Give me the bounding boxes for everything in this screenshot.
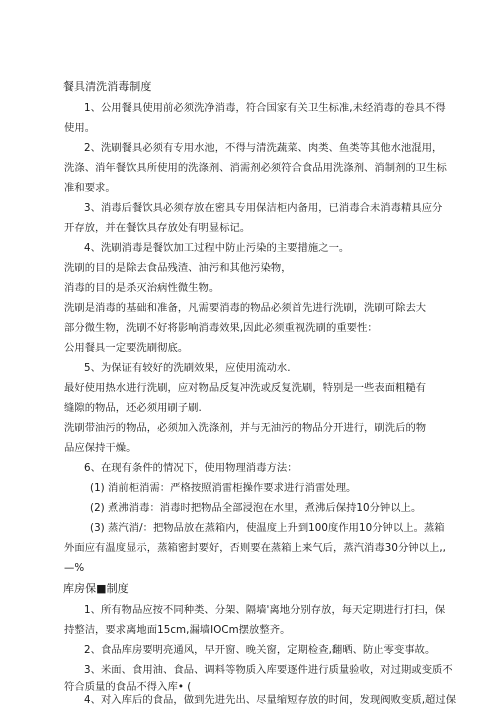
paragraph-line: 2、食品库房要明亮通风，早开窗、晚关窗，定期检查,翻晒、防止零变事故。 xyxy=(84,644,436,656)
list-item: (2) 煮沸消毒：消毒时把物品全部浸泡在水里，煮沸后保持10分钟以上。 xyxy=(90,502,422,514)
paragraph-line: 洗涤、消年餐饮具所使用的洗涤剂、消需剂必须符合食品用洗涤剂、消制剂的卫生标 xyxy=(64,162,447,174)
paragraph-line: 开存放，并在餐饮具存放处有明显标记。 xyxy=(64,222,251,234)
section-title-tableware-cleaning: 餐具清洗消毒制度 xyxy=(63,80,152,93)
paragraph-line: 洗刷带油污的物品，必须加入洗涤剂，并与无油污的物品分开进行，刷洗后的物 xyxy=(64,422,427,434)
paragraph-line: 1、公用餐具使用前必须洗净消毒，符合国家有关卫生标准,未经消毒的卷具不得 xyxy=(84,102,446,114)
list-item: (1) 消前柜消需：严格按照消雷柜操作要求进行消雷处理。 xyxy=(90,482,357,494)
paragraph-line: 5、为保证有较好的洗刷效果，应使用流动水. xyxy=(84,362,291,374)
paragraph-line: 3、米面、食用油、食品、调料等物质入库要逐件进行质量验收，对过期或变质不 xyxy=(84,664,453,676)
paragraph-line: 准和要求。 xyxy=(64,182,116,194)
paragraph-line: 缝隙的物品，还必须用刷子刷. xyxy=(64,402,202,414)
paragraph-line: —% xyxy=(64,562,85,574)
section-title-warehouse: 库房保■制度 xyxy=(63,582,129,595)
paragraph-line: 外面应有温度显示，蒸箱密封要好，否则要在蒸箱上来气后，蒸汽消毒30分钟以上,, xyxy=(64,542,446,554)
paragraph-line: 6、在现有条件的情况下，使用物理消毒方法： xyxy=(84,462,298,474)
paragraph-line: 最好使用热水进行洗刷，应对物品反复冲洗或反复洗刷，特别是一些表面粗糙有 xyxy=(64,382,427,394)
paragraph-line: 持整洁，要求离地面15cm,漏墙IOCm摆放整齐。 xyxy=(64,624,291,636)
paragraph-line: 品应保持干燥。 xyxy=(64,442,137,454)
paragraph-line: 消毒的目的是杀灭治病性微生物。 xyxy=(64,282,220,294)
paragraph-line: 3、消毒后餐饮具必须存放在密具专用保洁柜内备用，已消毒合未消毒精具应分 xyxy=(84,202,443,214)
paragraph-line: 1、所有物品应按不同种类、分架、隔墙'离地分别存放，每天定期进行打扫，保 xyxy=(84,604,446,616)
paragraph-line: 2、洗刷餐具必须有专用水池，不得与清洗蔬菜、肉类、鱼类等其他水池混用， xyxy=(84,142,443,154)
paragraph-line: 部分微生物，洗刷不好将影响消毒效果,因此必须重视洗刷的重要性： xyxy=(64,322,378,334)
paragraph-line: 使用。 xyxy=(64,122,96,134)
paragraph-line: 4、对入库后的食品，做到先进先出、尽量缩短存放的时间，发现阀败变质,超过保 xyxy=(84,694,457,706)
paragraph-line: 4、洗刷消毒是餐饮加工过程中防止污染的主要措施之一。 xyxy=(84,242,350,254)
list-item: (3) 蒸汽消/：把物品放在蒸箱内，使温度上升到100度作用10分钟以上。蒸箱 xyxy=(90,522,445,534)
paragraph-line: 符合质量的食品不得入库• ( xyxy=(64,681,192,693)
paragraph-line: 洗刷是消毒的基础和准备，凡需要消毒的物品必须首先进行洗刷，洗刷可除去大 xyxy=(64,302,427,314)
paragraph-line: 公用餐具一定要洗刷彻底。 xyxy=(64,342,189,354)
paragraph-line: 洗刷的目的是除去食品残渣、油污和其他污染物， xyxy=(64,262,292,274)
